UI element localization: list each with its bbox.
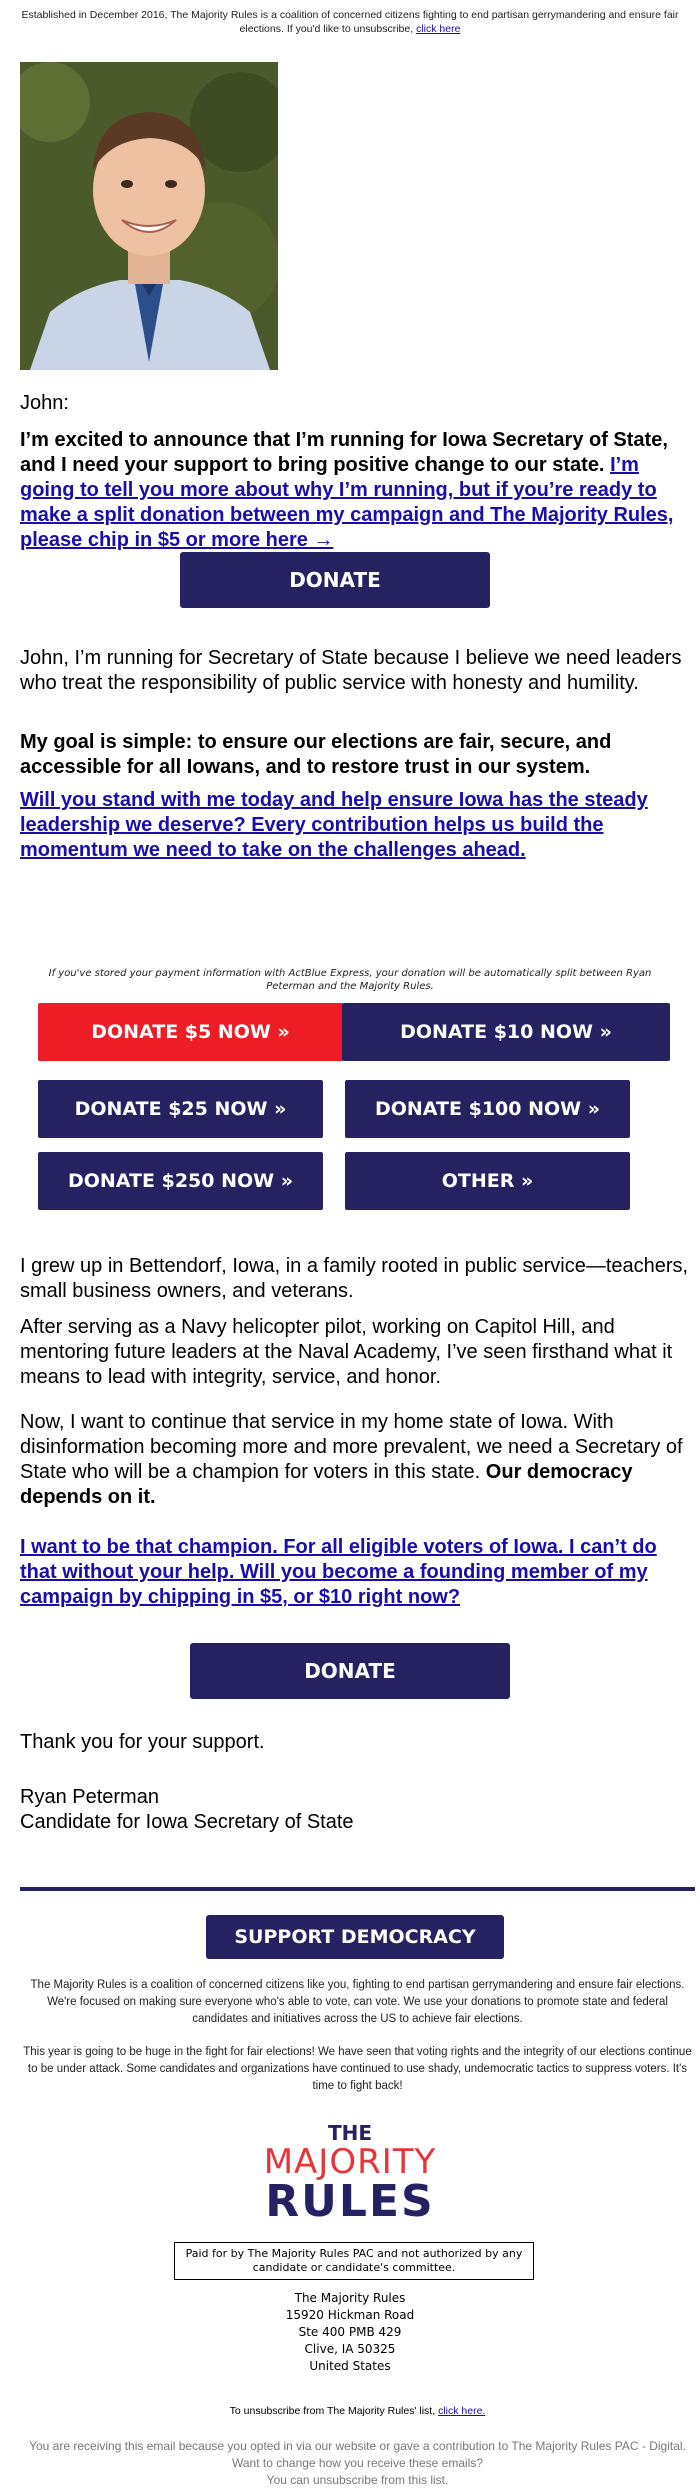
thanks-text: Thank you for your support. — [20, 1731, 265, 1753]
footer-about: The Majority Rules is a coalition of concerned citizens like you, fighting to end partisan gerrymandering and ensure fair elections. We're focused on making sure everyone who's able to vote, can vote. We use your donations to promote state and federal candidates and initiatives across the US to achieve fair elections. — [30, 1979, 685, 2025]
body-paragraph-7 — [20, 1535, 690, 1610]
address-line: 15920 Hickman Road — [285, 2308, 415, 2322]
body-paragraph-5: After serving as a Navy helicopter pilot, working on Capitol Hill, and mentoring future leaders at the Naval Academy, I’ve seen firsthand what it means to lead with integrity, service, and honor. — [20, 1316, 673, 1388]
address-line: Ste 400 PMB 429 — [298, 2325, 402, 2339]
candidate-photo — [20, 62, 278, 370]
body-paragraph-4: I grew up in Bettendorf, Iowa, in a family rooted in public service—teachers, small business owners, and veterans. — [20, 1255, 689, 1302]
signature-title: Candidate for Iowa Secretary of State — [20, 1811, 354, 1833]
donate-100-button[interactable]: DONATE $100 NOW » — [345, 1080, 630, 1138]
intro-donate-link[interactable]: I’m going to tell you more about why I’m running, but if you’re ready to make a split donation between my campaign and The Majority Rules, please chip in $5 or more here → — [20, 454, 674, 551]
donate-10-button[interactable]: DONATE $10 NOW » — [342, 1003, 670, 1061]
donate-button-bottom[interactable]: DONATE — [190, 1643, 510, 1699]
body-paragraph-6-text: Now, I want to continue that service in my home state of Iowa. With disinformation becoming more and more prevalent, we need a Secretary of State who will be a champion for voters in this state. — [20, 1411, 683, 1483]
founding-member-link[interactable]: I want to be that champion. For all eligible voters of Iowa. I can’t do that without your help. Will you become a founding member of my campaign by chipping in $5, or $10 right now? — [20, 1536, 657, 1608]
signature-name: Ryan Peterman — [20, 1786, 159, 1808]
majority-rules-logo — [240, 2121, 460, 2227]
paid-for-disclaimer: Paid for by The Majority Rules PAC and not authorized by any candidate or candidate's committee. — [174, 2242, 534, 2280]
footer-unsubscribe — [20, 2405, 695, 2417]
opt-in-note — [20, 2438, 695, 2489]
mailing-address — [200, 2290, 500, 2375]
footer-year: This year is going to be huge in the fight for fair elections! We have seen that voting rights and the integrity of our elections continue to be under attack. Some candidates and organizations have continued to use shady, undemocratic tactics to suppress voters. It's time to fight back! — [23, 2046, 692, 2092]
intro-bold-text: I’m excited to announce that I’m running for Iowa Secretary of State, and I need your support to bring positive change to our state. — [20, 429, 668, 476]
donate-25-button[interactable]: DONATE $25 NOW » — [38, 1080, 323, 1138]
change-text: Want to change how you receive these emails? — [231, 2456, 484, 2470]
body-paragraph-6-bold: Our democracy depends on it. — [20, 1461, 633, 1508]
header-unsubscribe-link[interactable]: click here — [416, 23, 461, 35]
intro-paragraph — [20, 428, 690, 553]
logo-the: THE — [327, 2121, 373, 2145]
footer-unsubscribe-link[interactable]: click here. — [438, 2405, 486, 2417]
logo-majority: MAJORITY — [263, 2142, 437, 2182]
logo-rules: RULES — [265, 2176, 435, 2227]
donate-other-button[interactable]: OTHER » — [345, 1152, 630, 1210]
unsubscribe-list-text: You can unsubscribe from this list. — [266, 2473, 449, 2487]
donate-250-button[interactable]: DONATE $250 NOW » — [38, 1152, 323, 1210]
footer-divider — [20, 1887, 695, 1891]
receiving-text: You are receiving this email because you opted in via our website or gave a contribution to The Majority Rules PAC - Digital. — [29, 2439, 686, 2453]
actblue-note: If you've stored your payment information with ActBlue Express, your donation will be automatically split between Ryan Peterman and the Majority Rules. — [48, 968, 652, 992]
body-paragraph-2: My goal is simple: to ensure our elections are fair, secure, and accessible for all Iowans, and to restore trust in our system. — [20, 731, 612, 778]
candidate-portrait — [20, 62, 278, 370]
support-democracy-button[interactable]: SUPPORT DEMOCRACY — [206, 1915, 504, 1959]
address-line: United States — [309, 2359, 391, 2373]
stand-with-me-link[interactable]: Will you stand with me today and help ensure Iowa has the steady leadership we deserve? Every contribution helps us build the momentum we need to take on the challenges ahead. — [20, 789, 648, 861]
address-line: The Majority Rules — [294, 2291, 406, 2305]
address-line: Clive, IA 50325 — [304, 2342, 396, 2356]
header-note-text: Established in December 2016, The Majority Rules is a coalition of concerned citizens fighting to end partisan gerrymandering and ensure fair elections. If you'd like to unsubscribe, — [21, 9, 679, 35]
body-paragraph-6 — [20, 1410, 690, 1510]
donate-5-button[interactable]: DONATE $5 NOW » — [38, 1003, 343, 1061]
body-paragraph-1: John, I’m running for Secretary of State because I believe we need leaders who treat the responsibility of public service with honesty and humility. — [20, 647, 682, 694]
body-paragraph-3 — [20, 788, 690, 863]
greeting: John: — [20, 392, 69, 414]
footer-unsubscribe-text: To unsubscribe from The Majority Rules' list, — [229, 2405, 436, 2417]
donate-button-top[interactable]: DONATE — [180, 552, 490, 608]
header-note — [20, 8, 680, 36]
